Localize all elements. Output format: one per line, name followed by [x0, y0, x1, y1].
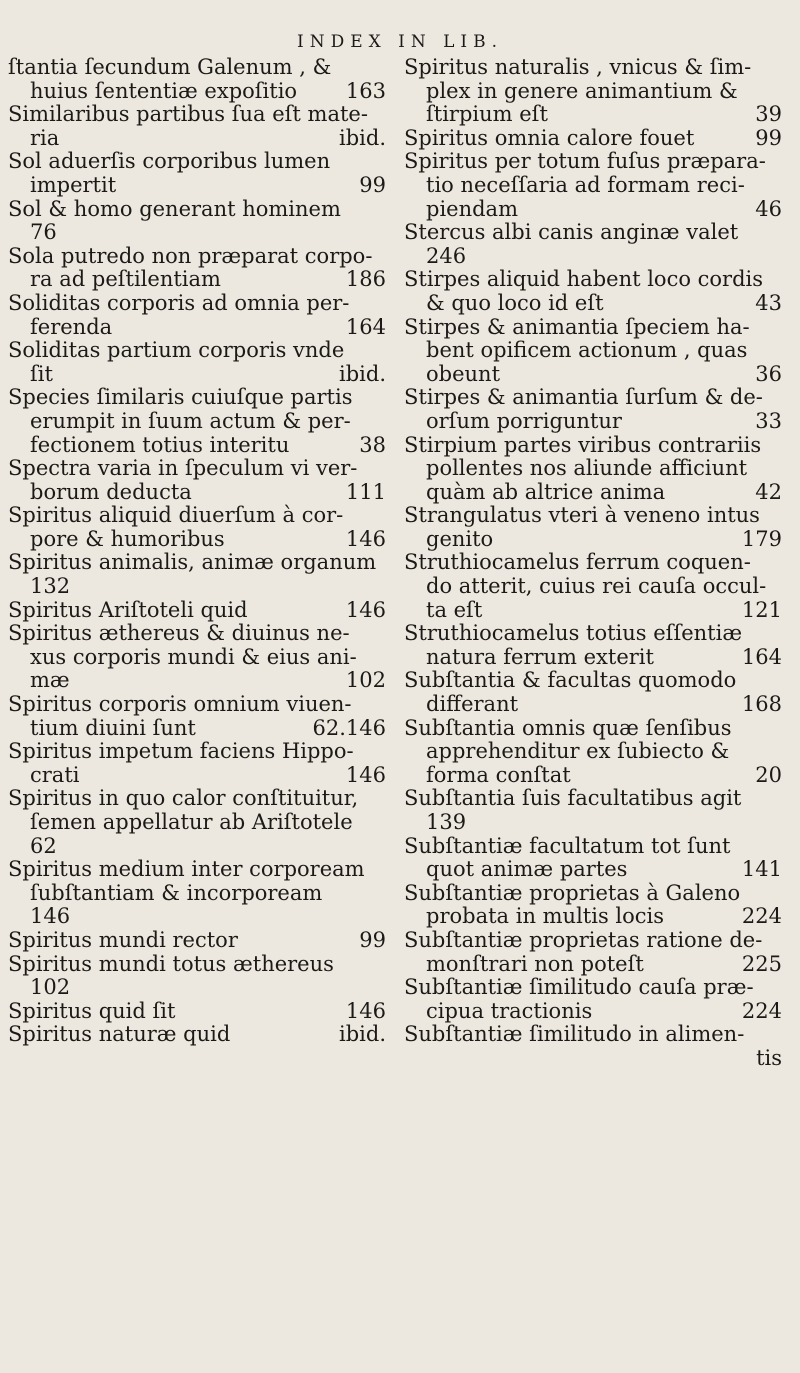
index-entry: Spiritus impetum faciens Hippo- crati 146 — [8, 739, 386, 787]
index-entry: Spiritus omnia calore fouet 99 — [404, 125, 782, 150]
index-entry: ſtantia ſecundum Galenum , & huius ſententiæ expoſitio 163 — [8, 55, 386, 103]
right-column — [404, 56, 796, 1071]
index-entry: Subſtantiæ proprietas à Galeno probata in multis locis 224 — [404, 880, 782, 929]
index-entry: Sola putredo non præparat corpo- ra ad peſtilentiam 186 — [8, 243, 386, 292]
running-header: INDEX IN LIB. — [296, 32, 504, 52]
index-entry: Struthiocamelus ferrum coquen- do atterit, cuius rei cauſa occul- ta eſt 121 — [404, 550, 782, 622]
index-entry: Subſtantia omnis quæ ſenſibus apprehenditur ex ſubiecto & forma conſtat 20 — [404, 715, 782, 787]
index-entry: Spiritus in quo calor conſtituitur, ſemen appellatur ab Ariſtotele 62 — [8, 786, 359, 858]
index-entry: Spiritus æthereus & diuinus ne- xus corporis mundi & eius ani- mæ 102 — [8, 621, 386, 693]
index-entry: Spiritus Ariſtoteli quid 146 — [8, 597, 386, 622]
index-entry: Spiritus naturæ quid ibid. — [8, 1022, 386, 1047]
index-entry: Subſtantiæ ſimilitudo in alimen- tis — [404, 1022, 782, 1070]
index-entry: Similaribus partibus ſua eſt mate- ria ibid. — [8, 102, 386, 150]
index-entry: Stirpes aliquid habent loco cordis & quo loco id eſt 43 — [404, 267, 782, 315]
index-entry: Subſtantiæ ſimilitudo cauſa præ- cipua tractionis 224 — [404, 975, 782, 1023]
index-entry: Species ſimilaris cuiuſque partis erumpit in ſuum actum & per- fectionem totius interitu 38 — [8, 385, 386, 457]
index-entry: Spiritus per totum fuſus præpara- tio neceſſaria ad formam reci- piendam 46 — [404, 149, 782, 221]
index-entry: Strangulatus vteri à veneno intus genito 179 — [404, 503, 782, 551]
index-entry: Spiritus naturalis , vnicus & ſim- plex in genere animantium & ſtirpium eſt 39 — [404, 55, 782, 127]
index-entry: Spiritus animalis, animæ organum 132 — [8, 550, 377, 599]
index-entry: Stirpium partes viribus contrariis pollentes nos aliunde afficiunt quàm ab altrice anima 42 — [404, 432, 782, 504]
index-entry: Spectra varia in ſpeculum vi ver- borum deducta 111 — [8, 456, 386, 504]
index-entry: Spiritus aliquid diuerſum à cor- pore & humoribus 146 — [8, 503, 386, 551]
index-entry: Spiritus quid ſit 146 — [8, 998, 386, 1023]
index-entry: Sol aduerſis corporibus lumen impertit 99 — [8, 149, 386, 197]
index-entry: Soliditas corporis ad omnia per- ferenda 164 — [8, 290, 386, 339]
index-entry: Stirpes & animantia ſpeciem ha- bent opificem actionum , quas obeunt 36 — [404, 314, 782, 386]
index-entry: Subſtantiæ facultatum tot ſunt quot animæ partes 141 — [404, 833, 782, 882]
index-entry: Soliditas partium corporis vnde ſit ibid. — [8, 338, 386, 386]
index-entry: Spiritus medium inter corpoream ſubſtantiam & incorpoream 146 — [8, 857, 365, 929]
index-entry: Spiritus corporis omnium viuen- tium diuini ſunt 62.146 — [8, 692, 386, 740]
index-entry: Struthiocamelus totius eſſentiæ natura ferrum exterit 164 — [404, 621, 782, 669]
left-column — [8, 56, 400, 1047]
index-entry: Subſtantia ſuis facultatibus agit 139 — [404, 786, 742, 834]
index-entry: Stercus albi canis anginæ valet 246 — [404, 220, 739, 268]
index-entry: Spiritus mundi rector 99 — [8, 927, 386, 952]
index-entry: Sol & homo generant hominem 76 — [8, 196, 341, 245]
index-entry: Stirpes & animantia ſurſum & de- orſum porriguntur 33 — [404, 385, 782, 433]
index-entry: Subſtantia & facultas quomodo differant 168 — [404, 668, 782, 717]
index-entry: Subſtantiæ proprietas ratione de- monſtrari non poteſt 225 — [404, 927, 782, 976]
index-entry: Spiritus mundi totus æthereus 102 — [8, 951, 334, 1000]
